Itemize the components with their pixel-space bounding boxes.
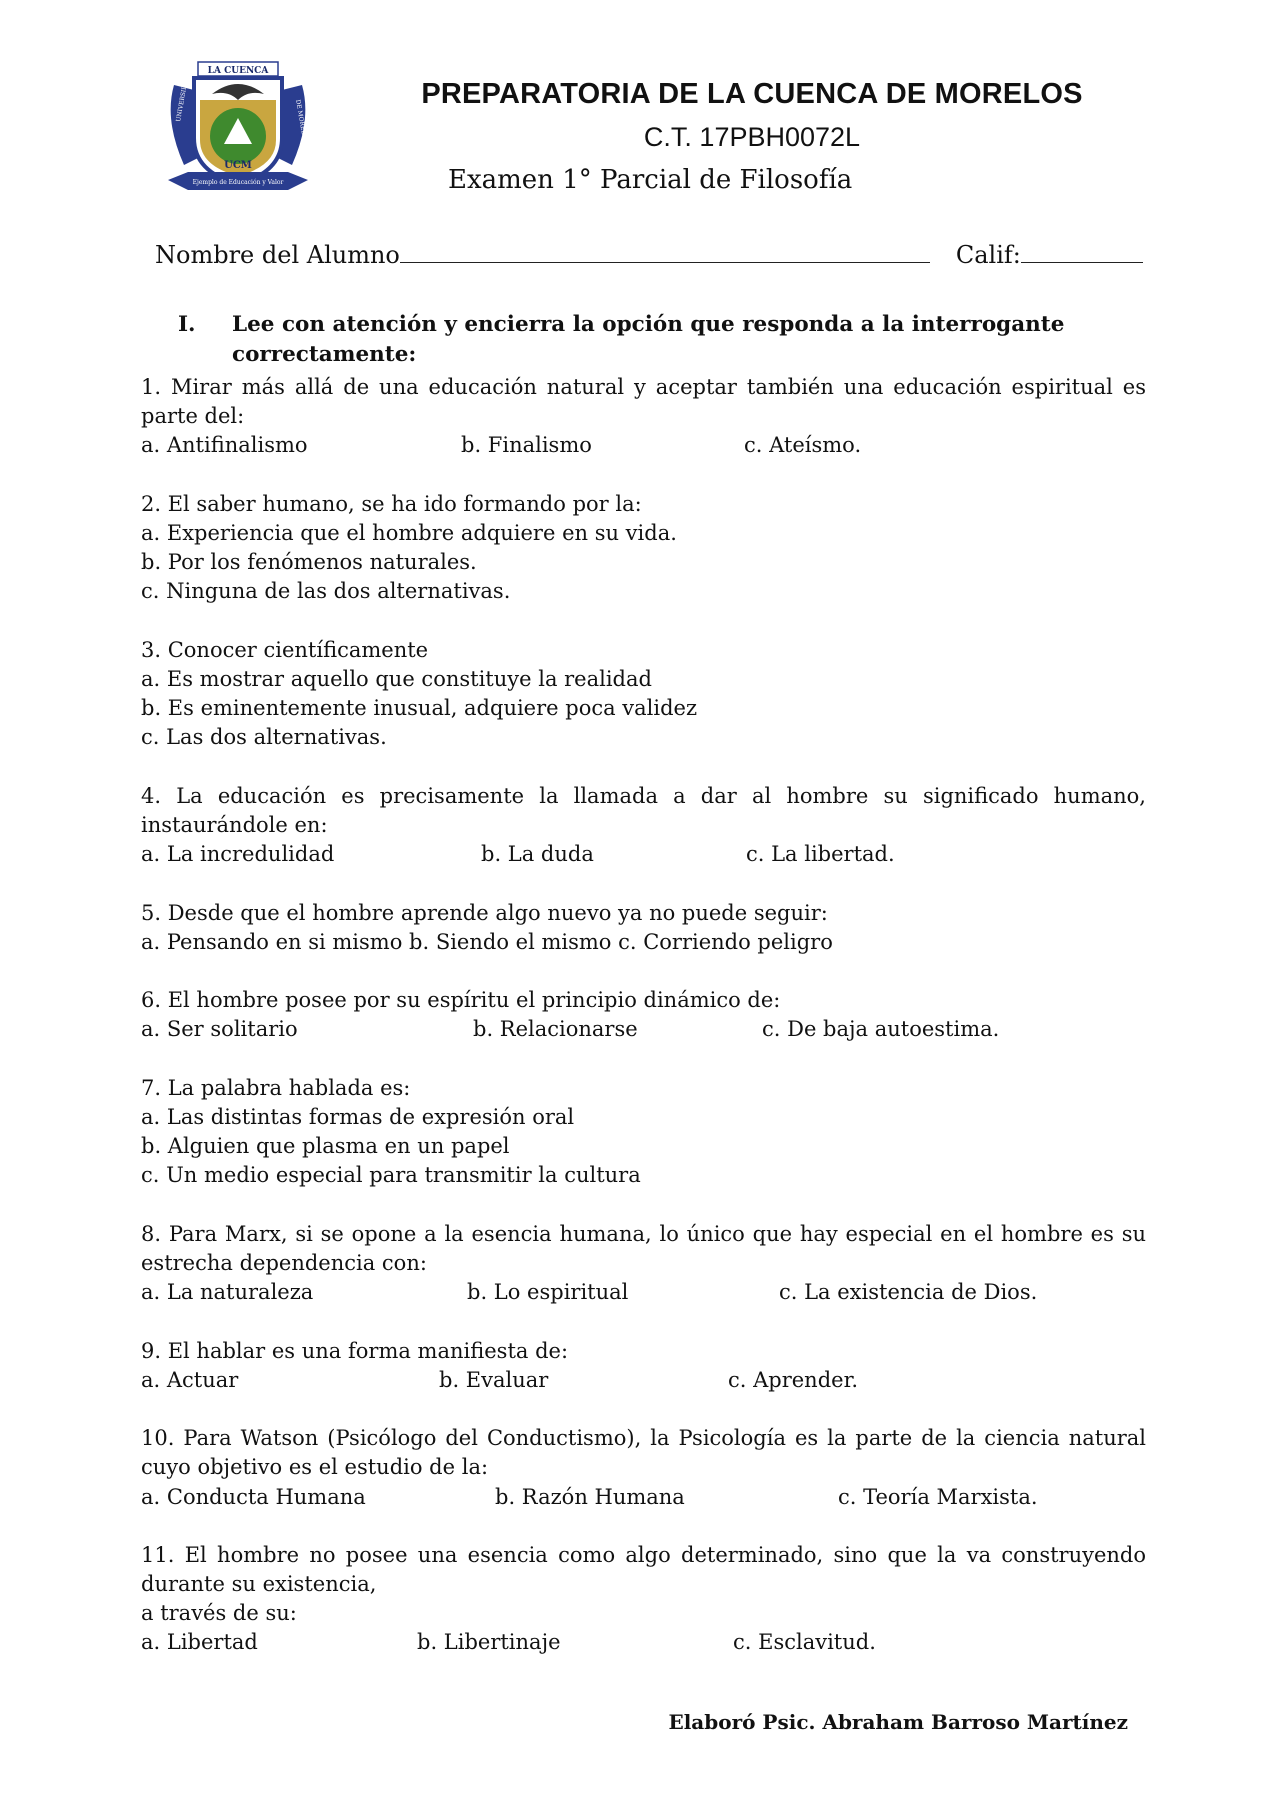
option-c[interactable]: c. Teoría Marxista. — [838, 1484, 1038, 1509]
question-1 — [141, 373, 1146, 461]
options-row — [141, 431, 1146, 460]
options-row — [141, 1483, 1146, 1512]
option-a[interactable]: a. Antifinalismo — [141, 433, 308, 458]
logo-top-text: LA CUENCA — [207, 66, 269, 76]
options-row — [141, 1278, 1146, 1307]
option-a[interactable]: a. La naturaleza — [141, 1280, 314, 1305]
name-field[interactable] — [400, 240, 930, 263]
question-3 — [141, 636, 1146, 753]
option-a[interactable]: a. Las distintas formas de expresión oral — [141, 1104, 575, 1129]
option-a[interactable]: a. Conducta Humana — [141, 1484, 366, 1509]
option-c[interactable]: c. La libertad. — [746, 842, 895, 867]
school-logo — [164, 60, 312, 200]
option-c[interactable]: c. Aprender. — [728, 1367, 858, 1392]
question-6 — [141, 986, 1146, 1044]
options-row — [141, 840, 1146, 869]
question-stem: 4. La educación es precisamente la llamada a dar al hombre su significado humano, instaurándole en: — [141, 783, 1146, 837]
option-a[interactable]: a. Libertad — [141, 1630, 258, 1655]
logo-right-text: DE MORELOS — [294, 99, 309, 144]
option-b[interactable]: b. Evaluar — [439, 1367, 549, 1392]
option-b[interactable]: b. Es eminentemente inusual, adquiere poca validez — [141, 696, 698, 721]
section-number: I. — [178, 312, 196, 337]
question-stem: 8. Para Marx, si se opone a la esencia humana, lo único que hay especial en el hombre es su estrecha dependencia con: — [141, 1221, 1146, 1275]
grade-label: Calif: — [955, 241, 1021, 269]
exam-title: Examen 1° Parcial de Filosofía — [448, 165, 853, 195]
option-b[interactable]: b. La duda — [481, 842, 594, 867]
option-b[interactable]: b. Alguien que plasma en un papel — [141, 1134, 510, 1159]
option-a[interactable]: a. Experiencia que el hombre adquiere en su vida. — [141, 520, 677, 545]
logo-left-text: UNIVERSIDAD DE — [175, 64, 192, 123]
question-stem-continued: a través de su: — [141, 1601, 297, 1626]
option-c[interactable]: c. Ninguna de las dos alternativas. — [141, 579, 511, 604]
question-10 — [141, 1424, 1146, 1512]
section-instructions — [178, 310, 1078, 370]
author-credit: Elaboró Psic. Abraham Barroso Martínez — [668, 1710, 1128, 1734]
option-b[interactable]: b. Libertinaje — [417, 1630, 561, 1655]
options-row — [141, 1628, 1146, 1657]
question-8 — [141, 1220, 1146, 1308]
question-stem: 9. El hablar es una forma manifiesta de: — [141, 1338, 569, 1363]
option-a[interactable]: a. Es mostrar aquello que constituye la realidad — [141, 666, 652, 691]
question-11 — [141, 1541, 1146, 1658]
question-stem: 2. El saber humano, se ha ido formando por la: — [141, 491, 642, 516]
question-stem: 3. Conocer científicamente — [141, 637, 429, 662]
option-c[interactable]: c. Esclavitud. — [733, 1630, 876, 1655]
option-a[interactable]: a. Actuar — [141, 1367, 239, 1392]
instructions-line-2: correctamente: — [232, 342, 417, 367]
options-row — [141, 1366, 1146, 1395]
option-b[interactable]: b. Por los fenómenos naturales. — [141, 550, 477, 575]
instructions-line-1: Lee con atención y encierra la opción que responda a la interrogante — [232, 312, 1065, 337]
option-c[interactable]: c. De baja autoestima. — [762, 1017, 1000, 1042]
question-stem: 6. El hombre posee por su espíritu el principio dinámico de: — [141, 988, 781, 1013]
logo-center-text: UCM — [224, 160, 252, 171]
question-stem: 7. La palabra hablada es: — [141, 1075, 411, 1100]
question-9 — [141, 1337, 1146, 1395]
grade-field[interactable] — [1021, 240, 1143, 263]
question-4 — [141, 782, 1146, 870]
option-b[interactable]: b. Razón Humana — [495, 1484, 685, 1509]
question-stem: 10. Para Watson (Psicólogo del Conductismo), la Psicología es la parte de la ciencia natural cuyo objetivo es el estudio de la: — [141, 1426, 1146, 1480]
option-c[interactable]: c. Un medio especial para transmitir la cultura — [141, 1163, 641, 1188]
question-5 — [141, 899, 1146, 957]
option-b[interactable]: b. Relacionarse — [473, 1017, 638, 1042]
logo-ribbon-text: Ejemplo de Educación y Valor — [192, 179, 284, 186]
question-stem: 1. Mirar más allá de una educación natural y aceptar también una educación espiritual es parte del: — [141, 375, 1146, 429]
question-2 — [141, 490, 1146, 607]
student-info-row — [155, 240, 1145, 269]
option-b[interactable]: b. Lo espiritual — [467, 1280, 629, 1305]
question-stem: 5. Desde que el hombre aprende algo nuevo ya no puede seguir: — [141, 900, 828, 925]
school-name: PREPARATORIA DE LA CUENCA DE MORELOS — [421, 78, 1083, 110]
option-c[interactable]: c. Ateísmo. — [744, 433, 862, 458]
option-c[interactable]: c. La existencia de Dios. — [779, 1280, 1038, 1305]
option-a[interactable]: a. Ser solitario — [141, 1017, 298, 1042]
ct-code: C.T. 17PBH0072L — [643, 122, 861, 152]
option-b[interactable]: b. Finalismo — [461, 433, 592, 458]
questions-list — [141, 373, 1146, 1687]
options-line[interactable]: a. Pensando en si mismo b. Siendo el mismo c. Corriendo peligro — [141, 929, 833, 954]
name-label: Nombre del Alumno — [155, 241, 400, 269]
option-a[interactable]: a. La incredulidad — [141, 842, 335, 867]
option-c[interactable]: c. Las dos alternativas. — [141, 725, 387, 750]
question-stem: 11. El hombre no posee una esencia como algo determinado, sino que la va construyendo durante su existencia, — [141, 1542, 1146, 1597]
question-7 — [141, 1074, 1146, 1191]
options-row — [141, 1015, 1146, 1044]
